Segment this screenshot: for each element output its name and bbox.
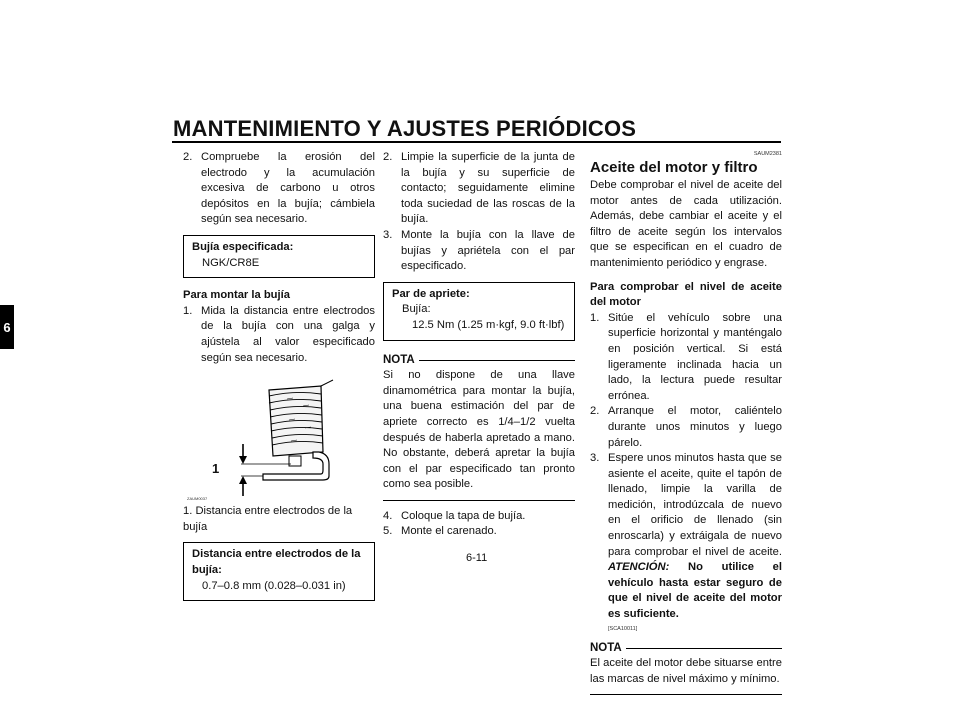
item-text: Coloque la tapa de bujía. xyxy=(401,509,526,522)
note-end-rule xyxy=(383,500,575,501)
section-title: Aceite del motor y filtro xyxy=(590,159,758,176)
item-number: 3. xyxy=(590,452,600,465)
item-number: 2. xyxy=(383,151,393,163)
electrode-gap-box xyxy=(183,542,375,601)
figure-callout-1: 1 xyxy=(212,461,220,477)
spark-plug-figure xyxy=(183,372,375,502)
item-text: Sitúe el vehículo sobre una superficie horizontal y manténgalo en posición vertical. Si está ligeramente inclinada hacia un lado, la lectura puede resultar errónea. xyxy=(608,311,782,402)
list-item xyxy=(383,228,575,275)
torque-spec-box xyxy=(383,282,575,341)
chapter-tab: 6 xyxy=(0,305,14,349)
torque-box-title: Par de apriete: xyxy=(392,287,470,300)
list-item xyxy=(590,451,782,623)
spark-plug-spec-box xyxy=(183,235,375,278)
item-text: Monte el carenado. xyxy=(401,525,497,538)
item-text: Monte la bujía con la llave de bujías y apriétela con el par especificado. xyxy=(401,228,575,273)
item-number: 2. xyxy=(590,405,600,418)
note-rule xyxy=(626,648,782,649)
list-item xyxy=(590,404,782,451)
spec-box-title: Bujía especificada: xyxy=(192,240,294,253)
torque-box-value: 12.5 Nm (1.25 m·kgf, 9.0 ft·lbf) xyxy=(412,318,565,331)
list-item xyxy=(383,150,575,228)
item-text: Limpie la superficie de la junta de la bujía y su superficie de contacto; seguidamente elimine toda suciedad de las roscas de la bujía. xyxy=(401,151,575,226)
caution-label: ATENCIÓN: xyxy=(608,561,670,574)
item-text-with-warning xyxy=(608,451,782,623)
torque-box-label: Bujía: xyxy=(402,303,431,316)
note-end-rule xyxy=(590,694,782,695)
note-rule xyxy=(419,360,575,361)
note-label: NOTA xyxy=(383,353,415,366)
note-label: NOTA xyxy=(590,641,622,654)
column-3 xyxy=(590,150,782,703)
gap-box-value: 0.7–0.8 mm (0.028–0.031 in) xyxy=(202,579,346,592)
figure-code: ZAUM0037 xyxy=(187,496,208,502)
item-text: Arranque el motor, caliéntelo durante unos minutos y luego párelo. xyxy=(608,405,782,449)
item-text: Compruebe la erosión del electrodo y la acumulación excesiva de carbono u otros depósitos en la bujía; cámbiela según sea necesario. xyxy=(201,151,375,226)
caution-text: No utilice el vehículo hasta estar seguro de que el nivel de aceite del motor es suficiente. xyxy=(608,561,782,621)
column-2 xyxy=(383,150,575,540)
caution-code: [SCA10011] xyxy=(608,625,638,632)
column-1 xyxy=(183,150,375,611)
list-item xyxy=(183,304,375,366)
list-item xyxy=(383,524,575,540)
page-number: 6-11 xyxy=(466,552,488,564)
item-text: Mida la distancia entre electrodos de la bujía con una galga y ajústela al valor especificado según sea necesario. xyxy=(201,304,375,364)
figure-caption: 1. Distancia entre electrodos de la bujía xyxy=(183,505,353,533)
item-number: 5. xyxy=(383,525,393,538)
item-number: 2. xyxy=(183,151,193,163)
page-title: MANTENIMIENTO Y AJUSTES PERIÓDICOS xyxy=(173,116,637,141)
item-text: Espere unos minutos hasta que se asiente el aceite, quite el tapón de llenado, limpie la varilla de medición, introdúzcala de nuevo en el orificio de llenado (sin enroscarla) y extráigala de nuevo para comprobar el nivel de aceite. xyxy=(608,452,782,558)
gap-box-title: Distancia entre electrodos de la bujía: xyxy=(192,548,361,576)
title-rule xyxy=(172,141,781,143)
section-code: SAUM2381 xyxy=(753,151,782,157)
spark-plug-gap-illustration xyxy=(183,372,375,502)
item-number: 1. xyxy=(183,304,193,317)
spec-box-value: NGK/CR8E xyxy=(202,256,260,269)
list-item xyxy=(383,509,575,525)
note-text: El aceite del motor debe situarse entre las marcas de nivel máximo y mínimo. xyxy=(590,657,782,685)
section-intro: Debe comprobar el nivel de aceite del motor antes de cada utilización. Además, debe cambiar el aceite y el filtro de aceite según los intervalos que se especifican en el cuadro de mantenimiento periódico y engrase. xyxy=(590,179,782,269)
item-number: 4. xyxy=(383,509,393,522)
note-text: Si no dispone de una llave dinamométrica para montar la bujía, una buena estimación del par de apriete correcto es 1/4–1/2 vuelta después de haberla apretado a mano. No obstante, deberá apretar la bujía con el par especificado tan pronto como sea posible. xyxy=(383,369,575,491)
check-heading: Para comprobar el nivel de aceite del motor xyxy=(590,280,782,309)
install-heading: Para montar la bujía xyxy=(183,289,290,302)
list-item xyxy=(590,311,782,405)
note-header xyxy=(383,353,575,369)
item-number: 1. xyxy=(590,311,600,324)
list-item xyxy=(183,150,375,228)
note-header xyxy=(590,641,782,657)
item-number: 3. xyxy=(383,228,393,241)
